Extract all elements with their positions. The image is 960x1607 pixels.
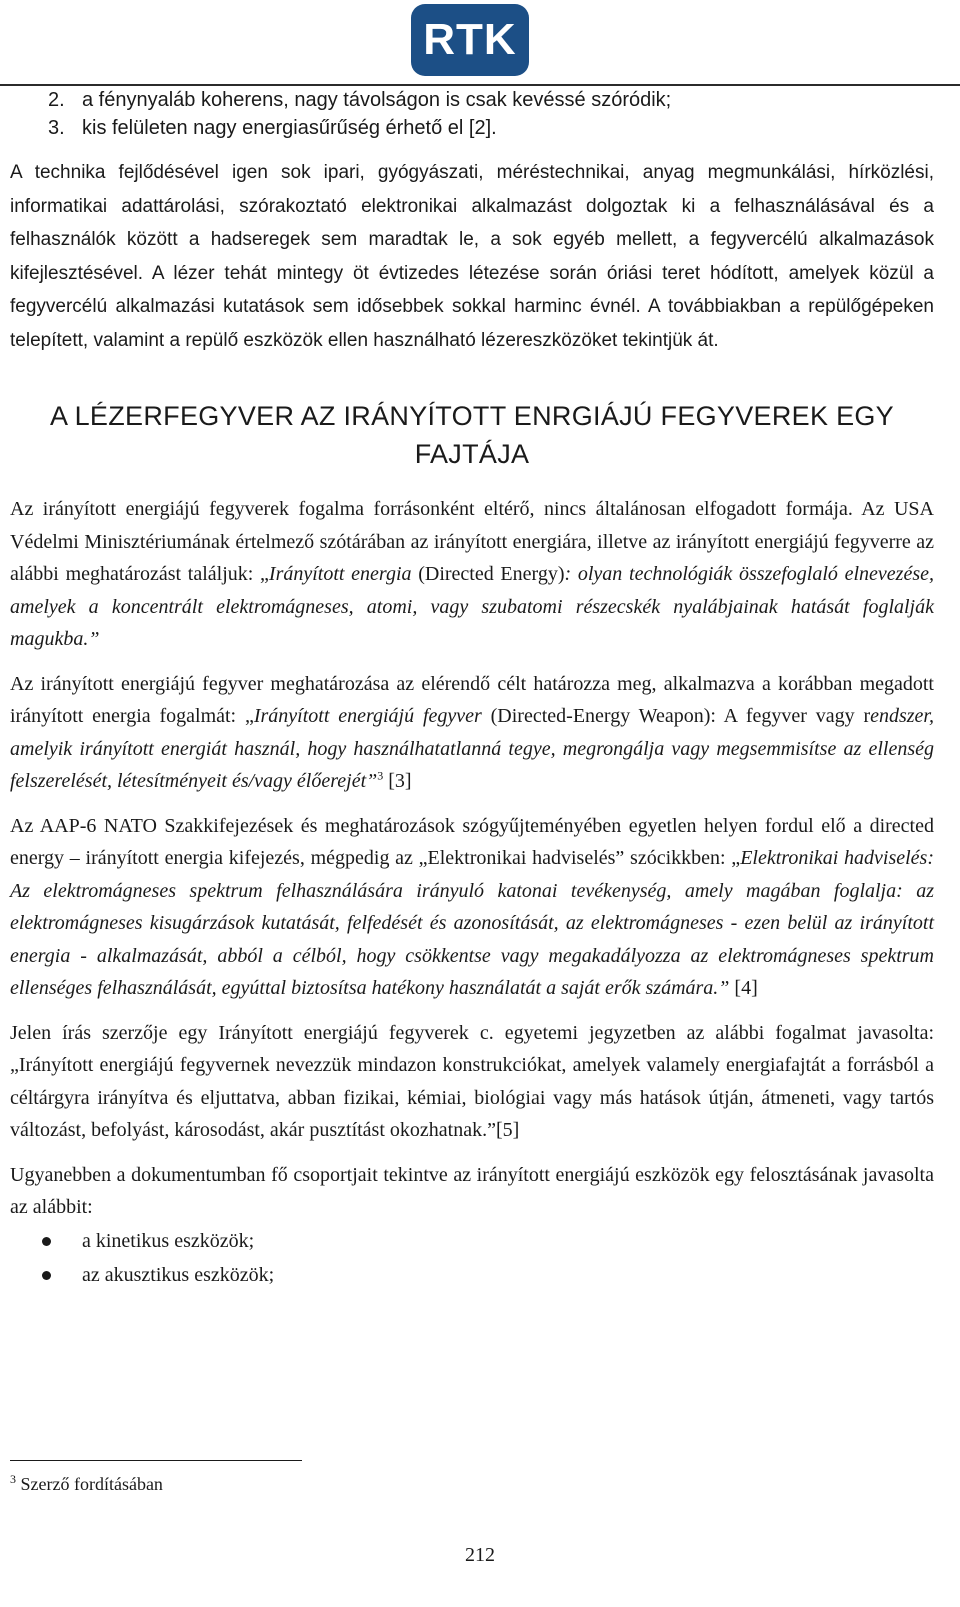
italic-term: Irányított energia: [268, 563, 412, 585]
main-content: [10, 86, 934, 1292]
footnote-rule: [10, 1460, 302, 1461]
italic-definition: endszer, amelyik irányított energiát használ, hogy használhatatlanná tegye, megrongálja vagy megsemmisítse az ellenség felszerelését, létesítményeit és/vagy élőerejét”: [10, 705, 934, 792]
bullet-item: a kinetikus eszközök;: [10, 1224, 934, 1258]
list-item: [10, 86, 934, 114]
italic-definition: : olyan technológiák összefoglaló elnevezése, amelyek a koncentrált elektromágneses, atomi, vagy szubatomi részecskék nyalábjainak hatását foglalják magukba.”: [10, 563, 935, 650]
footnote-number: 3: [10, 1472, 16, 1486]
paragraph-classification: Ugyanebben a dokumentumban fő csoportjait tekintve az irányított energiájú eszközök egy felosztásának javasolta az alábbit:: [10, 1163, 934, 1218]
text-span: Az irányított energiájú fegyverek fogalma forrásonként eltérő, nincs általánosan elfogadott formája. Az USA Védelmi Minisztériumának értelmező szótárában az irányított energiára, illetve az irányított energiájú fegyverre az alábbi meghatározást találjuk: „: [10, 498, 934, 585]
italic-term: Irányított energiájú fegyver: [253, 705, 482, 727]
list-item-number: 2.: [48, 89, 65, 111]
page-number: 212: [465, 1544, 495, 1566]
paragraph-nato: [10, 810, 934, 1005]
text-span: Az irányított energiájú fegyver meghatározása az elérendő célt határozza meg, alkalmazva a korábban megadott irányított energia fogalmát: „: [10, 672, 934, 727]
text-span: Az AAP-6 NATO Szakkifejezések és meghatározások szógyűjteményében egyetlen helyen fordul elő a directed energy – irányított energia kifejezés, mégpedig az „Elektronikai hadviselés” szócikkben: „: [10, 814, 934, 869]
rtk-logo: [411, 4, 529, 76]
text-span: (Directed-Energy Weapon): A fegyver vagy r: [481, 705, 871, 727]
list-item: [10, 114, 934, 142]
section-heading: A LÉZERFEGYVER AZ IRÁNYÍTOTT ENRGIÁJÚ FEGYVEREK EGY FAJTÁJA: [50, 401, 894, 469]
paragraph-intro: A technika fejlődésével igen sok ipari, gyógyászati, méréstechnikai, anyag megmunkálási, hírközlési, informatikai adattárolási, szórakoztató elektronikai alkalmazást dolgoztak ki a felhasználásával és a felhasználók között a hadseregek sem maradtak le, a sok egyéb mellett, a fegyvercélú alkalmazások kifejlesztésével. A lézer tehát mintegy öt évtizedes létezése során óriási teret hódított, amelyek közül a fegyvercélú alkalmazási kutatások sem idősebbek sokkal harminc évnél. A továbbiakban a repülőgépeken telepített, valamint a repülő eszközök ellen használható lézereszközöket tekintjük át.: [10, 162, 934, 351]
footnote: [10, 1474, 163, 1495]
list-item-number: 3.: [48, 117, 65, 139]
bullet-list: [10, 1224, 934, 1292]
footnote-text: Szerző fordításában: [20, 1474, 163, 1494]
text-span: (Directed Energy): [411, 563, 565, 585]
bullet-item: az akusztikus eszközök;: [10, 1258, 934, 1292]
logo-text: RTK: [423, 15, 517, 64]
paragraph-definition-weapon: [10, 668, 934, 798]
citation: [3]: [383, 770, 412, 792]
list-item-text: a fénynyaláb koherens, nagy távolságon is csak kevéssé szóródik;: [82, 89, 672, 111]
citation: [4]: [729, 977, 758, 999]
paragraph-author-definition: Jelen írás szerzője egy Irányított energiájú fegyverek c. egyetemi jegyzetben az alábbi fogalmat javasolta: „Irányított energiájú fegyvernek nevezzük mindazon konstrukciókat, amelyek valamely energiafajtát a forrásból a céltárgyra irányítva és eljuttatva, abban fizikai, kémiai, biológiai vagy más hatások útján, átmeneti, vagy tartós változást, befolyást, károsodást, akár pusztítást okozhatnak.”[5]: [10, 1021, 934, 1141]
list-item-text: kis felületen nagy energiasűrűség érhető el [2].: [82, 117, 497, 139]
paragraph-definition-dod: [10, 493, 934, 656]
italic-definition: Elektronikai hadviselés: Az elektromágneses spektrum felhasználására irányuló katonai tevékenység, amely magában foglalja: az elektromágneses kisugárzások kutatását, felfedését és azonosítását, az elektromágneses - ezen belül az irányított energia - alkalmazását, abból a célból, hogy csökkentse vagy megakadályozza az elektromágneses spektrum ellenséges felhasználását, egyúttal biztosítsa hatékony használatát a saját erők számára.”: [10, 847, 935, 999]
footnote-ref: 3: [377, 768, 384, 783]
numbered-list: [10, 86, 934, 142]
